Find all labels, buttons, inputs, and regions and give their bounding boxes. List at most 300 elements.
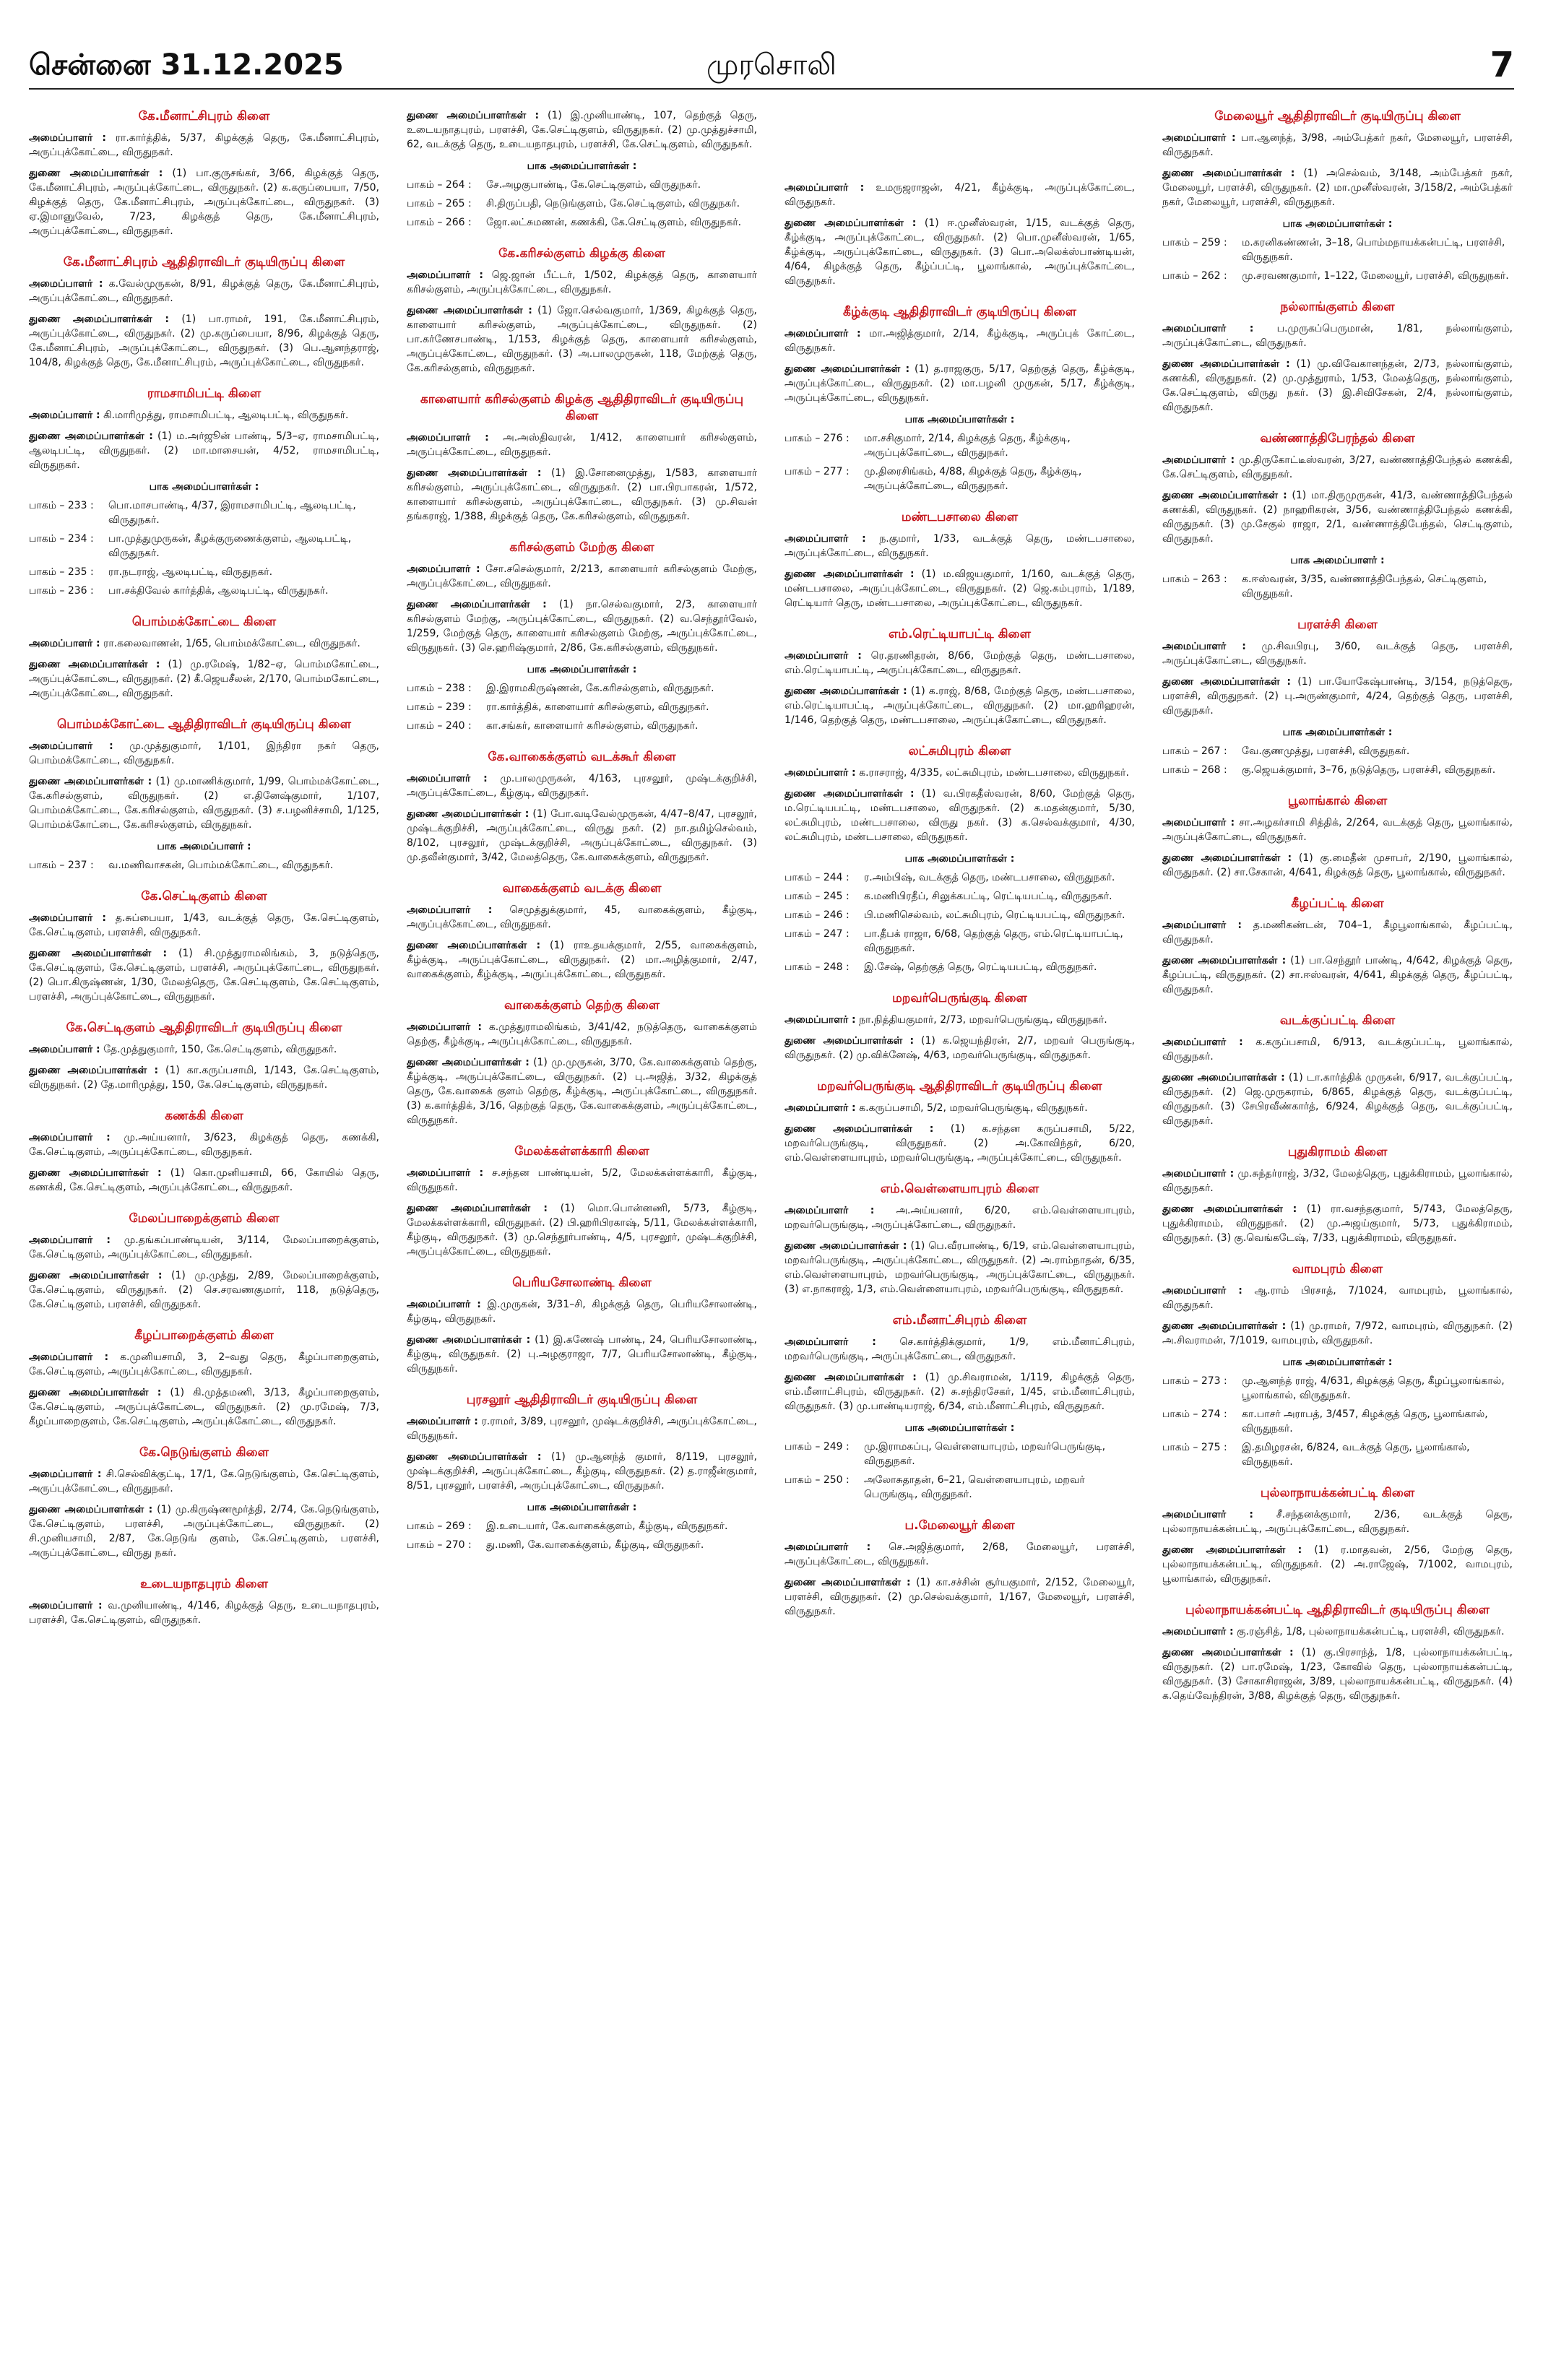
officer-details: சா.அழகர்சாமி சித்திக், 2/264, வடக்குத் தெரு, பூலாங்கால், அருப்புக்கோட்டை, விருதுநகர். xyxy=(1162,817,1513,843)
booth-number: பாகம் – 240 : xyxy=(407,720,472,732)
officer-details: (1) ம.அர்ஜூன் பாண்டி, 5/3–ஏ, ராமசாமிபட்டி, ஆலடிபட்டி, விருதுநகர். (2) மா.மாசையன், 4/52, ராமசாமிபட்டி, விருதுநகர். xyxy=(29,430,379,471)
role-label: துணை அமைப்பாளர்கள் : xyxy=(29,1270,163,1281)
officer-details: (1) மா.திருமுருகன், 41/3, வண்ணாத்திபேந்தல் கணக்கி, விருதுநகர். (2) நாஹரிகரன், 3/56, வண்ணாத்திபேந்தல் கணக்கி, விருதுநகர். (3) மு.சேகுல் ராஜா, 2/1, வண்ணாத்திபேந்தல், செட்டிகுளம், விருதுநகர். xyxy=(1162,490,1513,545)
role-label: துணை அமைப்பாளர்கள் : xyxy=(1162,1203,1297,1215)
booth-number: பாகம் – 234 : xyxy=(29,533,94,545)
role-label: அமைப்பாளர் : xyxy=(29,1044,100,1055)
booth-officer: பா.தீபக் ராஜா, 6/68, தெற்குத் தெரு, எம்.ரெட்டியாபட்டி, விருதுநகர். xyxy=(864,928,1123,954)
booth-number: பாகம் – 265 : xyxy=(407,198,472,209)
role-label: துணை அமைப்பாளர்கள் : xyxy=(29,659,160,670)
booth-officer: ஜோ.லட்சுமணன், கணக்கி, கே.செட்டிகுளம், விருதுநகர். xyxy=(486,217,742,228)
officer-details: (1) க.ஜெயந்திரன், 2/7, மறவர் பெருங்குடி, விருதுநகர். (2) மு.விக்னேஷ், 4/63, மறவர்பெருங்குடி, விருதுநகர். xyxy=(785,1035,1135,1061)
role-label: துணை அமைப்பாளர்கள் : xyxy=(407,808,530,820)
section-title: வாகைக்குளம் தெற்கு கிளை xyxy=(503,998,660,1013)
officer-entry xyxy=(1162,1070,1513,1128)
role-label: அமைப்பாளர் : xyxy=(785,533,866,545)
officer-entry xyxy=(407,1055,757,1128)
booth-entry xyxy=(785,1440,1135,1468)
section-title: நல்லாங்குளம் கிளை xyxy=(1280,300,1395,314)
officer-entry xyxy=(1162,1319,1513,1348)
branch-section xyxy=(785,1078,1135,1165)
booth-officer: மா.சசிகுமார், 2/14, கிழக்குத் தெரு, கீழ்க்குடி, அருப்புக்கோட்டை, விருதுநகர். xyxy=(864,433,1071,459)
role-label: துணை அமைப்பாளர்கள் : xyxy=(407,110,540,121)
section-title: எம்.வெள்ளையாபுரம் கிளை xyxy=(880,1182,1040,1196)
officer-entry xyxy=(407,1450,757,1493)
booth-officer: கா.சங்கர், காளையார் கரிசல்குளம், விருதுநகர். xyxy=(486,720,699,732)
officer-details: செ.கார்த்திக்குமார், 1/9, எம்.மீனாட்சிபுரம், மறவர்பெருங்குடி, அருப்புக்கோட்டை, விருதுநகர். xyxy=(785,1336,1135,1362)
role-label: துணை அமைப்பாளர்கள் : xyxy=(785,1577,911,1588)
officer-entry xyxy=(29,1598,379,1627)
officer-entry xyxy=(407,597,757,655)
officer-entry xyxy=(1162,488,1513,546)
role-label: அமைப்பாளர் : xyxy=(407,1167,484,1179)
booth-officer: அலோசுதாதன், 6–21, வெள்ளையாபுரம், மறவர் பெருங்குடி, விருதுநகர். xyxy=(864,1474,1085,1500)
officer-details: (1) மு.விவேகானந்தன், 2/73, நல்லாங்குளம், கணக்கி, விருதுநகர். (2) மு.முத்துராம், 1/53, மேலத்தெரு, நல்லாங்குளம், கே.செட்டிகுளம், விருது நகர். (3) இ.சிவிசேகன், 2/4, நல்லாங்குளம், விருதுநகர். xyxy=(1162,358,1513,413)
officer-entry xyxy=(785,1203,1135,1232)
officer-details: (1) பா.குருசங்கர், 3/66, கிழக்குத் தெரு, கே.மீனாட்சிபுரம், அருப்புக்கோட்டை, விருதுநகர். (2) க.கருப்பையா, 7/50, கிழக்குத் தெரு, கே.மீனாட்சிபுரம், அருப்புக்கோட்டை, விருதுநகர். (3) ஏ.இமானுவேல், 7/23, கிழக்குத் தெரு, கே.மீனாட்சிபுரம், அருப்புக்கோட்டை, விருதுநகர். xyxy=(29,168,379,237)
section-title: புல்லாநாயக்கன்பட்டி கிளை xyxy=(1260,1486,1415,1500)
booth-number: பாகம் – 263 : xyxy=(1162,574,1227,585)
column-4 xyxy=(1162,108,1513,2362)
role-label: அமைப்பாளர் : xyxy=(407,904,493,916)
booth-officer: கு.ஜெயக்குமார், 3–76, நடுத்தெரு, பரளச்சி, விருதுநகர். xyxy=(1242,764,1496,776)
booth-number: பாகம் – 233 : xyxy=(29,500,94,511)
sub-heading: பாக அமைப்பாளர் : xyxy=(157,841,251,852)
booth-officer: இ.தமிழரசன், 6/824, வடக்குத் தெரு, பூலாங்கால், விருதுநகர். xyxy=(1242,1442,1470,1468)
role-label: துணை அமைப்பாளர்கள் : xyxy=(785,363,910,375)
role-label: அமைப்பாளர் : xyxy=(785,1336,876,1348)
role-label: அமைப்பாளர் : xyxy=(407,563,480,575)
branch-section xyxy=(1162,1485,1513,1586)
role-label: அமைப்பாளர் : xyxy=(1162,1168,1235,1180)
branch-section xyxy=(1162,1602,1513,1703)
officer-details: (1) மு.ரமேஷ், 1/82–ஏ, பொம்மகோட்டை, அருப்புக்கோட்டை, விருதுநகர். (2) கீ.ஜெயசீலன், 2/170, பொம்மகோட்டை, அருப்புக்கோட்டை, விருதுநகர். xyxy=(29,659,379,699)
officer-details: க.முத்துராமலிங்கம், 3/41/42, நடுத்தெரு, வாகைக்குளம் தெற்கு, கீழ்க்குடி, அருப்புக்கோட்டை, விருதுநகர். xyxy=(407,1021,757,1047)
role-label: அமைப்பாளர் : xyxy=(407,1021,482,1033)
branch-section xyxy=(1162,1144,1513,1245)
officer-details: மு.தங்கப்பாண்டியன், 3/114, மேலப்பாறைக்குளம், கே.செட்டிகுளம், அருப்புக்கோட்டை, விருதுநகர். xyxy=(29,1234,379,1260)
officer-details: உமருஜராஜன், 4/21, கீழ்க்குடி, அருப்புக்கோட்டை, விருதுநகர். xyxy=(785,182,1135,208)
officer-entry xyxy=(1162,1202,1513,1245)
officer-details: (1) பெ.வீரபாண்டி, 6/19, எம்.வெள்ளையாபுரம், மறவர்பெருங்குடி, அருப்புக்கோட்டை, விருதுநகர். (2) அ.ராம்நாதன், 6/35, எம்.வெள்ளையாபுரம், மறவர்பெருங்குடி, அருப்புக்கோட்டை, விருதுநகர். (3) எ.நாகராஜ், 1/3, எம்.வெள்ளையாபுரம், மறவர்பெருங்குடி, விருதுநகர். xyxy=(785,1240,1135,1295)
masthead xyxy=(0,0,1543,85)
role-label: அமைப்பாளர் : xyxy=(1162,1626,1234,1637)
sub-heading: பாக அமைப்பாளர்கள் : xyxy=(904,414,1015,425)
section-title: புல்லாநாயக்கன்பட்டி ஆதிதிராவிடர் குடியிருப்பு கிளை xyxy=(1185,1603,1490,1617)
officer-details: (1) ம.விஜயகுமார், 1/160, வடக்குத் தெரு, மண்டபசாலை, அருப்புக்கோட்டை, விருதுநகர். (2) ஜெ.கம்புராம், 1/189, ரெட்டியார் தெரு, மண்டபசாலை, அருப்புக்கோட்டை, விருதுநகர். xyxy=(785,568,1135,609)
officer-details: ந.குமார், 1/33, வடக்குத் தெரு, மண்டபசாலை, அருப்புக்கோட்டை, விருதுநகர். xyxy=(785,533,1135,559)
officer-details: (1) இ.கணேஷ் பாண்டி, 24, பெரியசோலாண்டி, கீழ்குடி, விருதுநகர். (2) பு.அழகுராஜா, 7/7, பெரியசோலாண்டி, கீழ்குடி, விருதுநகர். xyxy=(407,1334,757,1375)
officer-details: சி.செல்விக்குட்டி, 17/1, கே.நெடுங்குளம், கே.செட்டிகுளம், அருப்புக்கோட்டை, விருதுநகர். xyxy=(29,1468,379,1494)
officer-entry xyxy=(29,946,379,1004)
booth-officer: பா.முத்துமுருகன், கீழக்குருணைக்குளம், ஆலடிபட்டி, விருதுநகர். xyxy=(108,533,352,559)
officer-details: சோ.சசெல்குமார், 2/213, காளையார் கரிசல்குளம் மேற்கு, அருப்புக்கோட்டை, விருதுநகர். xyxy=(407,563,757,589)
officer-details: (1) கி.முத்தமணி, 3/13, கீழப்பாறைகுளம், கே.செட்டிகுளம், அருப்புக்கோட்டை, விருதுநகர். (2) மு.ரமேஷ், 7/3, கீழப்பாறைகுளம், கே.செட்டிகுளம், அருப்புக்கோட்டை, விருதுநகர். xyxy=(29,1387,379,1427)
role-label: துணை அமைப்பாளர்கள் : xyxy=(785,217,917,229)
branch-section xyxy=(407,108,757,230)
booth-number: பாகம் – 273 : xyxy=(1162,1375,1227,1387)
role-label: அமைப்பாளர் : xyxy=(785,1205,875,1216)
officer-details: ச.சந்தன பாண்டியன், 5/2, மேலக்கள்ளக்காரி, கீழ்குடி, விருதுநகர். xyxy=(407,1167,757,1193)
officer-entry xyxy=(407,268,757,297)
section-title: கே.மீனாட்சிபுரம் கிளை xyxy=(138,109,270,124)
officer-details: பா.ஆனந்த், 3/98, அம்பேத்கர் நகர், மேலையூர், பரளச்சி, விருதுநகர். xyxy=(1162,132,1513,158)
section-title: புரசலூர் ஆதிதிராவிடர் குடியிருப்பு கிளை xyxy=(466,1393,698,1407)
officer-entry xyxy=(1162,1507,1513,1536)
branch-section xyxy=(407,1275,757,1376)
section-title: லட்சுமிபுரம் கிளை xyxy=(908,744,1011,758)
section-title: காளையார் கரிசல்குளம் கிழக்கு ஆதிதிராவிடர் குடியிருப்பு கிளை xyxy=(420,392,744,423)
officer-details: இ.முருகன், 3/31–சி, கிழக்குத் தெரு, பெரியசோலாண்டி, கீழ்குடி, விருதுநகர். xyxy=(407,1299,757,1325)
role-label: துணை அமைப்பாளர்கள் : xyxy=(29,1065,159,1076)
officer-entry xyxy=(29,1502,379,1560)
booth-officer: மு.ஆனந்த் ராஜ், 4/631, கிழக்குத் தெரு, கீழப்பூலாங்கால், பூலாங்கால், விருதுநகர். xyxy=(1242,1375,1505,1401)
officer-entry xyxy=(785,766,1135,780)
booth-number: பாகம் – 266 : xyxy=(407,217,472,228)
officer-details: சீ.சந்தனக்குமார், 2/36, வடக்குத் தெரு, புல்லாநாயக்கன்பட்டி, அருப்புக்கோட்டை, விருதுநகர். xyxy=(1162,1509,1513,1535)
booth-entry xyxy=(785,927,1135,956)
booth-entry xyxy=(29,565,379,579)
role-label: அமைப்பாளர் : xyxy=(785,1014,856,1026)
officer-details: க.வேல்முருகன், 8/91, கிழக்குத் தெரு, கே.மீனாட்சிபுரம், அருப்புக்கோட்டை, விருதுநகர். xyxy=(29,278,379,304)
booth-number: பாகம் – 239 : xyxy=(407,701,472,713)
booth-officer: இ.சேஷ், தெற்குத் தெரு, ரெட்டியபட்டி, விருதுநகர். xyxy=(864,961,1097,973)
branch-section xyxy=(1162,617,1513,777)
role-label: துணை அமைப்பாளர்கள் : xyxy=(29,313,170,325)
officer-details: செ.அஜித்குமார், 2/68, மேலையூர், பரளச்சி, அருப்புக்கோட்டை, விருதுநகர். xyxy=(785,1541,1135,1567)
role-label: துணை அமைப்பாளர்கள் : xyxy=(1162,852,1292,864)
booth-entry xyxy=(407,196,757,211)
section-title: பெரியசோலாண்டி கிளை xyxy=(512,1276,652,1290)
officer-details: தே.முத்துகுமார், 150, கே.செட்டிகுளம், விருதுநகர். xyxy=(103,1044,337,1055)
booth-number: பாகம் – 248 : xyxy=(785,961,850,973)
role-label: துணை அமைப்பாளர்கள் : xyxy=(407,1203,548,1214)
officer-entry xyxy=(29,911,379,940)
role-label: அமைப்பாளர் : xyxy=(407,269,483,281)
role-label: அமைப்பாளர் : xyxy=(407,773,488,784)
booth-number: பாகம் – 247 : xyxy=(785,928,850,940)
newspaper-name: முரசொலி xyxy=(706,48,837,82)
officer-entry xyxy=(1162,1284,1513,1312)
section-title: கே.மீனாட்சிபுரம் ஆதிதிராவிடர் குடியிருப்பு கிளை xyxy=(63,255,345,269)
role-label: துணை அமைப்பாளர்கள் : xyxy=(785,788,915,800)
officer-entry xyxy=(785,1013,1135,1027)
officer-entry xyxy=(1162,131,1513,160)
officer-entry xyxy=(785,181,1135,209)
officer-details: (1) கா.கருப்பசாமி, 1/143, கே.செட்டிகுளம், விருதுநகர். (2) தே.மாரிமுத்து, 150, கே.செட்டிகுளம், விருதுநகர். xyxy=(29,1065,379,1091)
role-label: துணை அமைப்பாளர்கள் : xyxy=(29,1167,162,1179)
officer-entry xyxy=(407,562,757,591)
role-label: அமைப்பாளர் : xyxy=(29,1234,111,1246)
sub-heading: பாக அமைப்பாளர்கள் : xyxy=(904,1422,1015,1434)
booth-number: பாகம் – 237 : xyxy=(29,860,94,871)
branch-section xyxy=(785,181,1135,288)
section-title: மண்டபசாலை கிளை xyxy=(901,510,1019,524)
branch-section xyxy=(407,246,757,376)
section-title: கே.செட்டிகுளம் ஆதிதிராவிடர் குடியிருப்பு கிளை xyxy=(66,1021,342,1035)
branch-section xyxy=(29,717,379,873)
officer-entry xyxy=(1162,851,1513,880)
section-title: எம்.மீனாட்சிபுரம் கிளை xyxy=(892,1313,1027,1328)
officer-entry xyxy=(29,739,379,768)
officer-details: (1) ஈ.முனீஸ்வரன், 1/15, வடக்குத் தெரு, கீழ்க்குடி, அருப்புக்கோட்டை, விருதுநகர். (2) பொ.முனீஸ்வரன், 1/65, கீழ்க்குடி, அருப்புக்கோட்டை, விருதுநகர். (3) பொ.அலெக்ஸ்பாண்டியன், 4/64, கிழக்குத் தெரு, கீழ்ப்பட்டி, பூலாங்கால், அருப்புக்கோட்டை, விருதுநகர். xyxy=(785,217,1135,287)
booth-number: பாகம் – 268 : xyxy=(1162,764,1227,776)
officer-entry xyxy=(29,408,379,423)
officer-details: (1) போ.வடிவேல்முருகன், 4/47–8/47, புரசலூர், முஷ்டக்குறிச்சி, அருப்புக்கோட்டை, விருது நகர். (2) நா.தமிழ்செல்வம், 8/102, புரசலூர், முஷ்டக்குறிச்சி, அருப்புக்கோட்டை, விருதுநகர். (3) மு.தவீன்குமார், 3/42, மேலத்தெரு, கே.வாகைக்குளம், விருதுநகர். xyxy=(407,808,757,863)
officer-entry xyxy=(1162,166,1513,209)
officer-entry xyxy=(29,1350,379,1379)
role-label: துணை அமைப்பாளர்கள் : xyxy=(785,1123,934,1135)
booth-officer: பி.மணிசெல்வம், லட்சுமிபுரம், ரெட்டியபட்டி, விருதுநகர். xyxy=(864,909,1125,921)
role-label: அமைப்பாளர் : xyxy=(29,638,100,649)
officer-details: (1) சி.முத்துராமலிங்கம், 3, நடுத்தெரு, கே.செட்டிகுளம், கே.செட்டிகுளம், பரளச்சி, அருப்புக்கோட்டை, விருதுநகர். (2) பொ.கிருஷ்ணன், 1/30, மேலத்தெரு, கே.செட்டிகுளம், கே.செட்டிகுளம், பரளச்சி, அருப்புக்கோட்டை, விருதுநகர். xyxy=(29,948,379,1003)
branch-section xyxy=(785,509,1135,610)
officer-details: (1) த.ராஜகுரு, 5/17, தெற்குத் தெரு, கீழ்க்குடி, அருப்புக்கோட்டை, விருதுநகர். (2) மா.பழனி முருகன், 5/17, கீழ்க்குடி, அருப்புக்கோட்டை, விருதுநகர். xyxy=(785,363,1135,404)
officer-details: கு.ரஞ்சித், 1/8, புல்லாநாயக்கன்பட்டி, பரளச்சி, விருதுநகர். xyxy=(1237,1626,1505,1637)
branch-section xyxy=(1162,1013,1513,1128)
officer-entry xyxy=(29,1042,379,1057)
section-title: கீழ்க்குடி ஆதிதிராவிடர் குடியிருப்பு கிளை xyxy=(843,305,1076,319)
officer-details: (1) அசெல்வம், 3/148, அம்பேத்கர் நகர், மேலையூர், பரளச்சி, விருதுநகர். (2) மா.முனீஸ்வரன், 3/158/2, அம்பேத்கர் நகர், மேலையூர், பரளச்சி, விருதுநகர். xyxy=(1162,168,1513,208)
officer-entry xyxy=(407,903,757,932)
role-label: துணை அமைப்பாளர்கள் : xyxy=(407,1057,530,1068)
branch-section xyxy=(1162,108,1513,283)
section-title: கே.வாகைக்குளம் வடக்கூர் கிளை xyxy=(488,750,676,764)
booth-officer: கா.பாசர் அராபத், 3/457, கிழக்குத் தெரு, பூலாங்கால், விருதுநகர். xyxy=(1242,1408,1488,1435)
officer-entry xyxy=(785,1101,1135,1115)
officer-details: மு.முத்துகுமார், 1/101, இந்திரா நகர் தெரு, பொம்மக்கோட்டை, விருதுநகர். xyxy=(29,740,379,766)
role-label: அமைப்பாளர் : xyxy=(1162,817,1235,828)
officer-entry xyxy=(407,1333,757,1376)
branch-section xyxy=(407,880,757,982)
booth-number: பாகம் – 270 : xyxy=(407,1539,472,1551)
officer-details: அ.அஸ்திவரன், 1/412, காளையார் கரிசல்குளம், அருப்புக்கோட்டை, விருதுநகர். xyxy=(407,432,757,458)
role-label: அமைப்பாளர் : xyxy=(785,328,861,339)
role-label: அமைப்பாளர் : xyxy=(407,1416,478,1427)
section-title: மறவர்பெருங்குடி கிளை xyxy=(892,991,1027,1005)
role-label: அமைப்பாளர் : xyxy=(1162,1509,1254,1520)
officer-entry xyxy=(29,1130,379,1159)
role-label: துணை அமைப்பாளர்கள் : xyxy=(785,1035,915,1047)
officer-entry xyxy=(29,1268,379,1312)
officer-entry xyxy=(1162,1035,1513,1064)
role-label: துணை அமைப்பாளர்கள் : xyxy=(407,467,542,479)
officer-details: க.முனியசாமி, 3, 2–வது தெரு, கீழப்பாறைகுளம், கே.செட்டிகுளம், அருப்புக்கோட்டை, விருதுநகர். xyxy=(29,1351,379,1377)
officer-details: மு.சுந்தர்ராஜ், 3/32, மேலத்தெரு, புதுக்கிராமம், பூலாங்கால், விருதுநகர். xyxy=(1162,1168,1513,1194)
branch-section xyxy=(407,1143,757,1259)
officer-details: ஆ.ராம் பிரசாத், 7/1024, வாமபுரம், பூலாங்கால், விருதுநகர். xyxy=(1162,1285,1513,1311)
branch-section xyxy=(407,749,757,865)
column-2 xyxy=(407,108,757,2362)
booth-entry xyxy=(407,1519,757,1533)
officer-details: (1) டா.கார்த்திக் முருகன், 6/917, வடக்குப்பட்டி, விருதுநகர். (2) ஜெ.முருகராம், 6/865, கிழக்குத் தெரு, வடக்குப்பட்டி, விருதுநகர். (3) சேபிரவீண்கார்த், 6/924, கிழக்குத் தெரு, வடக்குப்பட்டி, விருதுநகர். xyxy=(1162,1072,1513,1127)
branch-section xyxy=(407,391,757,524)
section-title: ப.மேலையூர் கிளை xyxy=(904,1518,1015,1533)
booth-number: பாகம் – 250 : xyxy=(785,1474,850,1486)
section-title: பூலாங்கால் கிளை xyxy=(1287,794,1388,808)
booth-number: பாகம் – 235 : xyxy=(29,566,94,578)
officer-details: ரா.கலைவாணன், 1/65, பொம்மக்கோட்டை, விருதுநகர். xyxy=(103,638,360,649)
booth-entry xyxy=(785,960,1135,974)
role-label: துணை அமைப்பாளர்கள் : xyxy=(785,1240,907,1252)
officer-details: (1) ஜோ.செல்வகுமார், 1/369, கிழக்குத் தெரு, காளையார் கரிசல்குளம், அருப்புக்கோட்டை, விருதுநகர். (2) பா.கர்ணேசபாண்டி, 1/153, கிழக்குத் தெரு, காளையார் கரிசல்குளம், அருப்புக்கோட்டை, விருதுநகர். (3) அ.பாலமுருகன், 118, மேற்குத் தெரு, கே.கரிசல்குளம், விருதுநகர். xyxy=(407,305,757,374)
booth-officer: க.ஈஸ்வரன், 3/35, வண்ணாத்திபேந்தல், செட்டிகுளம், விருதுநகர். xyxy=(1242,574,1487,600)
role-label: அமைப்பாளர் : xyxy=(29,132,106,144)
section-title: பரளச்சி கிளை xyxy=(1297,618,1378,632)
booth-entry xyxy=(1162,763,1513,777)
booth-number: பாகம் – 262 : xyxy=(1162,270,1227,282)
section-title: கே.நெடுங்குளம் கிளை xyxy=(139,1445,269,1460)
booth-entry xyxy=(29,532,379,561)
role-label: துணை அமைப்பாளர்கள் : xyxy=(29,168,163,179)
officer-details: ப.முருகப்பெருமான், 1/81, நல்லாங்குளம், அருப்புக்கோட்டை, விருதுநகர். xyxy=(1162,323,1513,349)
officer-details: (1) நா.செல்வகுமார், 2/3, காளையார் கரிசல்குளம் மேற்கு, அருப்புக்கோட்டை, விருதுநகர். (2) வ.செந்தூர்வேல், 1/259, மேற்குத் தெரு, காளையார் கரிசல்குளம் மேற்கு, அருப்புக்கோட்டை, விருதுநகர். (3) செ.ஹரிஷ்குமார், 2/86, கே.கரிசல்குளம், விருதுநகர். xyxy=(407,599,757,654)
officer-entry xyxy=(1162,953,1513,997)
branch-section xyxy=(785,743,1135,974)
section-title: வண்ணாத்திபேரந்தல் கிளை xyxy=(1260,431,1415,446)
role-label: துணை அமைப்பாளர்கள் : xyxy=(1162,676,1291,688)
officer-entry xyxy=(785,684,1135,727)
branch-section xyxy=(785,1518,1135,1619)
booth-entry xyxy=(407,681,757,696)
section-title: வாகைக்குளம் வடக்கு கிளை xyxy=(502,881,662,896)
section-title: பொம்மக்கோட்டை ஆதிதிராவிடர் குடியிருப்பு கிளை xyxy=(57,717,351,732)
branch-section xyxy=(29,1108,379,1195)
booth-officer: ரா.நடராஜ், ஆலடிபட்டி, விருதுநகர். xyxy=(108,566,273,578)
booth-entry xyxy=(1162,1374,1513,1403)
role-label: அமைப்பாளர் : xyxy=(29,1600,103,1611)
officer-entry xyxy=(1162,321,1513,350)
branch-section xyxy=(785,990,1135,1063)
role-label: அமைப்பாளர் : xyxy=(29,1468,102,1480)
officer-entry xyxy=(29,1166,379,1195)
role-label: துணை அமைப்பாளர்கள் : xyxy=(785,1372,917,1383)
officer-entry xyxy=(785,1370,1135,1414)
role-label: அமைப்பாளர் : xyxy=(1162,641,1246,652)
officer-details: மு.அய்யனார், 3/623, கிழக்குத் தெரு, கணக்கி, கே.செட்டிகுளம், அருப்புக்கோட்டை, விருதுநகர். xyxy=(29,1132,379,1158)
section-title: கே.செட்டிகுளம் கிளை xyxy=(141,889,267,904)
role-label: துணை அமைப்பாளர்கள் : xyxy=(407,940,541,951)
branch-section xyxy=(29,108,379,238)
officer-entry xyxy=(29,166,379,238)
role-label: துணை அமைப்பாளர்கள் : xyxy=(1162,1320,1287,1332)
booth-entry xyxy=(785,870,1135,885)
officer-entry xyxy=(1162,357,1513,415)
sub-heading: பாக அமைப்பாளர்கள் : xyxy=(1282,727,1393,738)
officer-details: ர.ராமர், 3/89, புரசலூர், முஷ்டக்குறிச்சி, அருப்புக்கோட்டை, விருதுநகர். xyxy=(407,1416,757,1442)
booth-number: பாகம் – 246 : xyxy=(785,909,850,921)
booth-entry xyxy=(29,584,379,598)
section-title: வாமபுரம் கிளை xyxy=(1292,1262,1383,1276)
role-label: அமைப்பாளர் : xyxy=(1162,919,1242,931)
booth-officer: ம.கரனிகண்ணன், 3–18, பொம்மநாயக்கன்பட்டி, பரளச்சி, விருதுநகர். xyxy=(1242,237,1505,263)
officer-details: (1) மு.கிருஷ்ணமூர்த்தி, 2/74, கே.நெடுங்குளம், கே.செட்டிகுளம், பரளச்சி, அருப்புக்கோட்டை, விருதுநகர். (2) சி.முனியசாமி, 2/87, கே.நெடுங் குளம், கே.செட்டிகுளம், பரளச்சி, அருப்புக்கோட்டை, விருது நகர். xyxy=(29,1504,379,1559)
booth-entry xyxy=(407,215,757,230)
role-label: துணை அமைப்பாளர்கள் : xyxy=(29,948,168,959)
booth-number: பாகம் – 274 : xyxy=(1162,1408,1227,1420)
officer-details: ரெ.தரணிதரன், 8/66, மேற்குத் தெரு, மண்டபசாலை, எம்.ரெட்டியாபட்டி, அருப்புக்கோட்டை, விருதுநகர். xyxy=(785,650,1135,676)
officer-entry xyxy=(407,1201,757,1259)
column-3 xyxy=(785,108,1135,2362)
booth-number: பாகம் – 276 : xyxy=(785,433,850,444)
branch-section xyxy=(407,540,757,733)
officer-entry xyxy=(29,1385,379,1429)
booth-officer: ரா.கார்த்திக், காளையார் கரிசல்குளம், விருதுநகர். xyxy=(486,701,709,713)
sub-heading: பாக அமைப்பாளர்கள் : xyxy=(149,481,259,493)
role-label: அமைப்பாளர் : xyxy=(29,278,103,290)
officer-entry xyxy=(785,1122,1135,1165)
booth-number: பாகம் – 269 : xyxy=(407,1520,472,1532)
officer-entry xyxy=(1162,1645,1513,1703)
officer-details: (1) க.சந்தன கருப்பசாமி, 5/22, மறவர்பெருங்குடி, விருதுநகர். (2) அ.கோவிந்தர், 6/20, எம்.வெள்ளையாபுரம், மறவர்பெருங்குடி, அருப்புக்கோட்டை, விருதுநகர். xyxy=(785,1123,1135,1164)
officer-entry xyxy=(785,567,1135,610)
booth-entry xyxy=(1162,572,1513,601)
officer-details: (1) பா.ராமர், 191, கே.மீனாட்சிபுரம், அருப்புக்கோட்டை, விருதுநகர். (2) மு.கருப்பையா, 8/96, கிழக்குத் தெரு, கே.மீனாட்சிபுரம், அருப்புக்கோட்டை, விருதுநகர். (3) பெ.ஆனந்தராஜ், 104/8, கிழக்குத் தெரு, கே.மீனாட்சிபுரம், அருப்புக்கோட்டை, விருதுநகர். xyxy=(29,313,379,368)
officer-details: (1) கு.பிரசாந்த், 1/8, புல்லாநாயக்கன்பட்டி, விருதுநகர். (2) பா.ரமேஷ், 1/23, கோவில் தெரு, புல்லாநாயக்கன்பட்டி, விருதுநகர். (3) சோகாசிராஜன், 3/89, புல்லாநாயக்கன்பட்டி, விருதுநகர். (4) க.தெய்வேந்திரன், 3/88, கிழக்குத் தெரு, விருதுநகர். xyxy=(1162,1647,1513,1702)
booth-entry xyxy=(407,1538,757,1552)
officer-details: (1) மொ.பொன்னணி, 5/73, கீழ்குடி, மேலக்கள்ளக்காரி, விருதுநகர். (2) பி.ஹரிபிரகாஷ், 5/11, மேலக்கள்ளக்காரி, கீழ்குடி, விருதுநகர். (3) மு.செந்தூர்பாண்டி, 4/5, புரசலூர், முஷ்டக்குறிச்சி, அருப்புக்கோட்டை, விருதுநகர். xyxy=(407,1203,757,1258)
officer-entry xyxy=(785,362,1135,405)
booth-number: பாகம் – 264 : xyxy=(407,179,472,191)
officer-entry xyxy=(1162,1543,1513,1586)
role-label: துணை அமைப்பாளர்கள் : xyxy=(29,1387,162,1398)
role-label: துணை அமைப்பாளர்கள் : xyxy=(1162,1072,1285,1083)
branch-section xyxy=(29,1328,379,1429)
section-title: கணக்கி கிளை xyxy=(165,1109,243,1123)
officer-details: மு.பாலமுருகன், 4/163, புரசலூர், முஷ்டக்குறிச்சி, அருப்புக்கோட்டை, கீழ்குடி, விருதுநகர். xyxy=(407,773,757,799)
booth-officer: பொ.மாசபாண்டி, 4/37, இராமசாமிபட்டி, ஆலடிபட்டி, விருதுநகர். xyxy=(108,500,356,526)
booth-officer: ர.அம்பிஷ், வடக்குத் தெரு, மண்டபசாலை, விருதுநகர். xyxy=(864,872,1115,883)
officer-entry xyxy=(29,1063,379,1092)
section-title: புதுகிராமம் கிளை xyxy=(1287,1145,1388,1159)
booth-entry xyxy=(785,908,1135,922)
officer-entry xyxy=(1162,1167,1513,1195)
officer-entry xyxy=(29,429,379,472)
branch-section xyxy=(785,1312,1135,1502)
booth-officer: க.மணிபிரதீப், சிலுக்கபட்டி, ரெட்டியபட்டி, விருதுநகர். xyxy=(864,891,1112,902)
section-title: மேலையூர் ஆதிதிராவிடர் குடியிருப்பு கிளை xyxy=(1214,109,1461,124)
officer-entry xyxy=(407,1166,757,1195)
sub-heading: பாக அமைப்பாளர்கள் : xyxy=(904,853,1015,865)
role-label: அமைப்பாளர் : xyxy=(785,182,865,194)
branch-section xyxy=(785,304,1135,493)
officer-entry xyxy=(1162,815,1513,844)
role-label: அமைப்பாளர் : xyxy=(785,767,856,779)
role-label: அமைப்பாளர் : xyxy=(29,912,107,924)
branch-section xyxy=(1162,1261,1513,1469)
branch-section xyxy=(29,614,379,701)
role-label: துணை அமைப்பாளர்கள் : xyxy=(1162,1647,1294,1658)
role-label: துணை அமைப்பாளர்கள் : xyxy=(29,430,153,442)
role-label: துணை அமைப்பாளர்கள் : xyxy=(785,685,907,697)
officer-entry xyxy=(1162,453,1513,482)
booth-officer: பா.சக்திவேல் கார்த்திக், ஆலடிபட்டி, விருதுநகர். xyxy=(108,585,329,597)
branch-section xyxy=(29,888,379,1004)
role-label: அமைப்பாளர் : xyxy=(29,410,100,421)
officer-entry xyxy=(407,430,757,459)
booth-number: பாகம் – 267 : xyxy=(1162,745,1227,757)
section-title: கீழப்பட்டி கிளை xyxy=(1291,896,1384,911)
booth-entry xyxy=(407,719,757,733)
sub-heading: பாக அமைப்பாளர்கள் : xyxy=(527,160,637,172)
officer-details: (1) இ.முனியாண்டி, 107, தெற்குத் தெரு, உடையநாதபுரம், பரளச்சி, கே.செட்டிகுளம், விருதுநகர். (2) மு.முத்துச்சாமி, 62, வடக்குத் தெரு, உடையநாதபுரம், பரளச்சி, கே.செட்டிகுளம், விருதுநகர். xyxy=(407,110,757,150)
sub-heading: பாக அமைப்பாளர்கள் : xyxy=(1282,1356,1393,1368)
booth-entry xyxy=(1162,235,1513,264)
booth-entry xyxy=(785,889,1135,904)
booth-officer: சே.அழகுபாண்டி, கே.செட்டிகுளம், விருதுநகர். xyxy=(486,179,701,191)
officer-entry xyxy=(1162,1624,1513,1639)
booth-officer: மு.திரைசிங்கம், 4/88, கிழக்குத் தெரு, கீழ்க்குடி, அருப்புக்கோட்டை, விருதுநகர். xyxy=(864,466,1082,492)
